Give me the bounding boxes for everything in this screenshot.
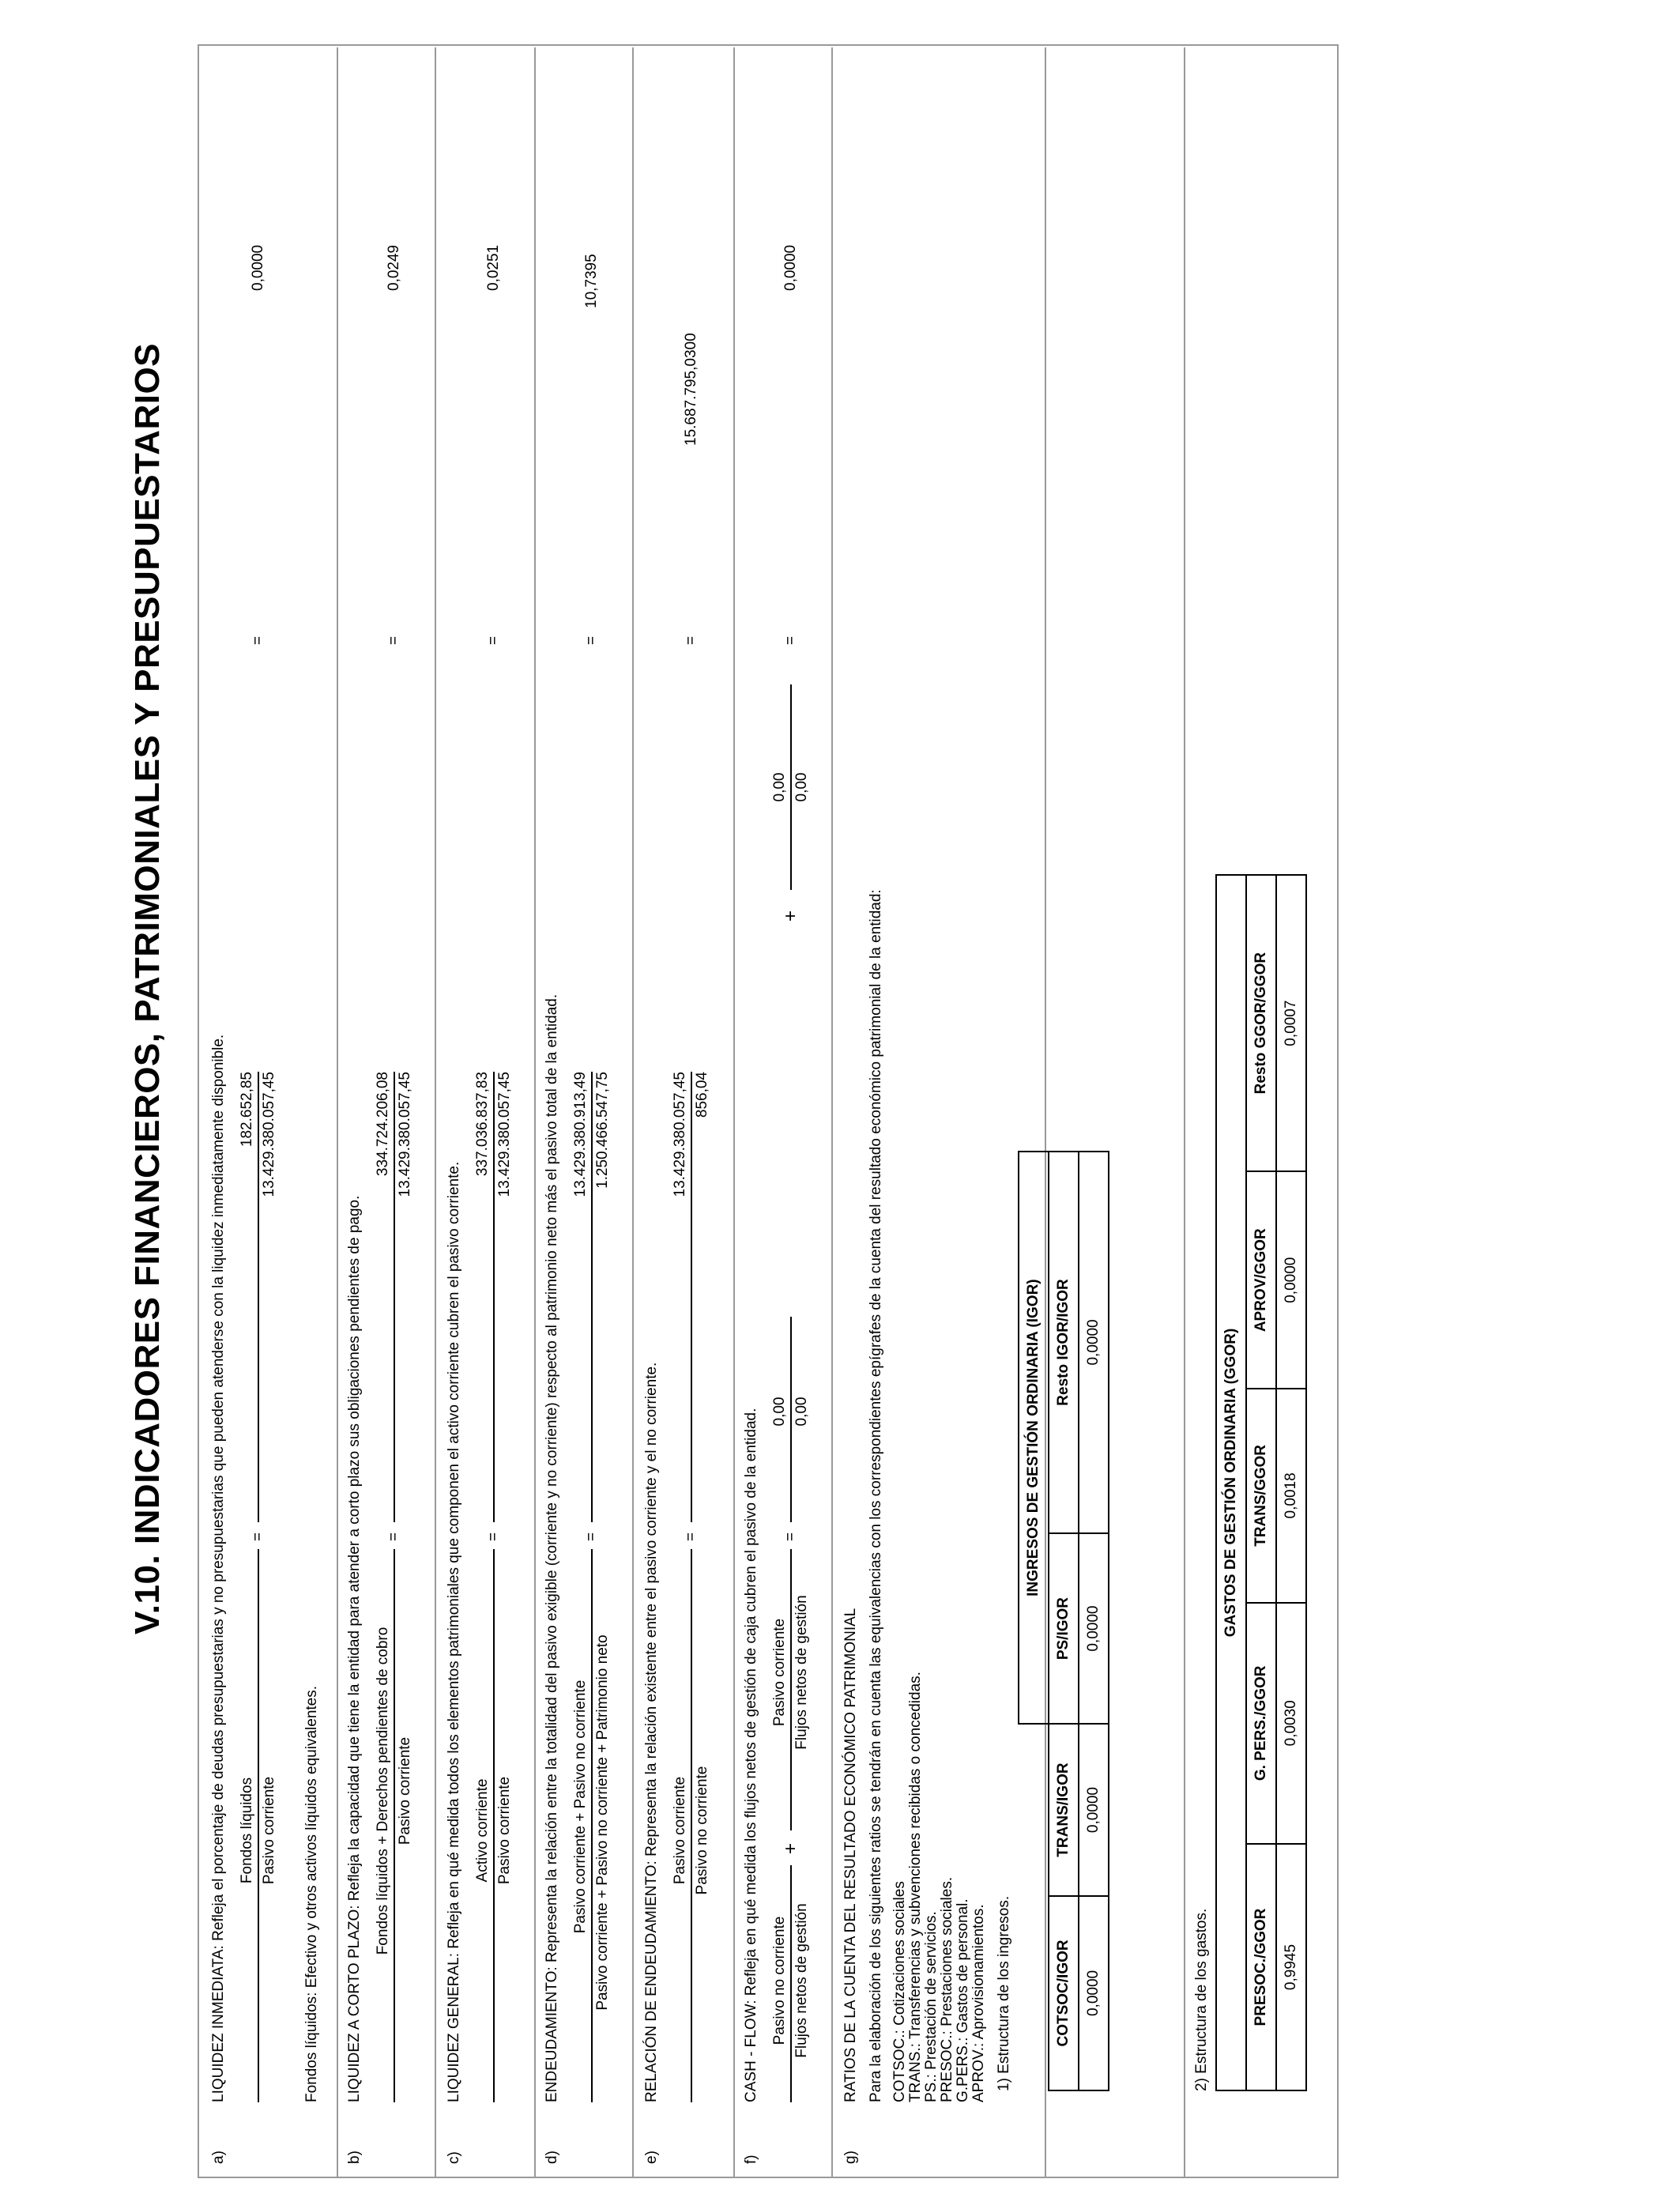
fraction-line xyxy=(394,1549,395,2102)
numerator-value: 337.036.837,83 xyxy=(474,1072,491,1177)
table-cell: 0,0018 xyxy=(1276,1389,1306,1602)
plus-sign: + xyxy=(780,1842,801,1854)
denominator-2-label: Flujos netos de gestión xyxy=(793,1595,810,1750)
legend-item: TRANS.: Transferencias y subvenciones recibidas o concedidas. xyxy=(907,1672,924,2102)
table-header: COTSOC/IGOR xyxy=(1049,1896,1079,2090)
fraction-1-line xyxy=(790,1865,792,2102)
separator-ab xyxy=(337,47,338,2177)
separator-fg xyxy=(831,47,833,2177)
denominator-value: 13.429.380.057,45 xyxy=(261,1072,277,1197)
section-description: LIQUIDEZ INMEDIATA: Refleja el porcentaje de deudas presupuestarias y no presupuestarias que pueden atenderse con la liquidez inmediatamente disponible. xyxy=(210,1034,227,2102)
numerator-label: Pasivo corriente + Pasivo no corriente xyxy=(572,1679,589,1934)
denominator-2-value: 0,00 xyxy=(793,772,810,802)
numerator-2-label: Pasivo corriente xyxy=(771,1618,788,1727)
table-cell: 0,0000 xyxy=(1276,1171,1306,1389)
numerator-label: Pasivo corriente xyxy=(672,1776,688,1885)
section-description: ENDEUDAMIENTO: Representa la relación entre la totalidad del pasivo exigible (corriente y no corriente) respecto al patrimonio neto más el pasivo total de la entidad. xyxy=(544,993,560,2102)
value-fraction-1-line xyxy=(790,1317,792,1522)
denominator-label: Pasivo corriente xyxy=(261,1776,277,1885)
table-cell: 0,0000 xyxy=(1079,1533,1109,1724)
table-header: TRANS/GGOR xyxy=(1246,1389,1276,1602)
section-intro: Para la elaboración de los siguientes ratios se tendrán en cuenta las equivalencias con los correspondientes epígrafes de la cuenta del resultado económico patrimonial de la entidad: xyxy=(868,889,884,2102)
separator-de xyxy=(632,47,634,2177)
result-value: 0,0000 xyxy=(250,244,266,291)
table-header: PS/IGOR xyxy=(1049,1533,1079,1724)
numerator-2-value: 0,00 xyxy=(771,772,788,802)
plus-sign-values: + xyxy=(780,910,801,922)
numerator-label: Activo corriente xyxy=(474,1778,491,1883)
section-letter: d) xyxy=(544,2151,560,2164)
equals-sign-result: = xyxy=(250,635,266,645)
table-header: PRESOC./GGOR xyxy=(1246,1844,1276,2090)
value-fraction-2-line xyxy=(790,684,792,890)
fraction-line xyxy=(591,1549,593,2102)
numerator-value: 13.429.380.913,49 xyxy=(572,1072,589,1197)
legend-item: PRESOC.: Prestaciones sociales. xyxy=(939,1876,955,2102)
result-value: 0,0249 xyxy=(386,244,402,291)
numerator-value: 334.724.206,08 xyxy=(375,1072,391,1177)
section-heading: RATIOS DE LA CUENTA DEL RESULTADO ECONÓMICO PATRIMONIAL xyxy=(842,1608,859,2102)
denominator-1-value: 0,00 xyxy=(793,1397,810,1427)
section-description: CASH - FLOW: Refleja en qué medida los flujos netos de gestión de caja cubren el pasivo de la entidad. xyxy=(743,1408,759,2102)
table-header: TRANS/IGOR xyxy=(1049,1724,1079,1896)
income-table xyxy=(1018,1151,1109,2091)
separator-cd xyxy=(534,47,536,2177)
separator-bc xyxy=(435,47,436,2177)
expense-caption: 2) Estructura de los gastos. xyxy=(1193,1908,1210,2091)
income-table-title: INGRESOS DE GESTIÓN ORDINARIA (IGOR) xyxy=(1019,1152,1049,1724)
denominator-value: 13.429.380.057,45 xyxy=(496,1072,513,1197)
section-letter: g) xyxy=(842,2151,859,2164)
equals-sign-result: = xyxy=(485,635,502,645)
income-caption: 1) Estructura de los ingresos. xyxy=(996,1895,1012,2091)
fraction-2-line xyxy=(790,1549,792,1830)
table-cell: 0,0000 xyxy=(1079,1724,1109,1896)
legend-item: COTSOC.: Cotizaciones sociales xyxy=(891,1881,908,2102)
denominator-value: 13.429.380.057,45 xyxy=(397,1072,413,1197)
equals-sign-result: = xyxy=(583,635,600,645)
result-value: 0,0000 xyxy=(782,244,799,291)
expense-table xyxy=(1215,874,1307,2091)
section-letter: b) xyxy=(346,2151,363,2164)
table-cell: 0,0007 xyxy=(1276,875,1306,1171)
legend-item: PS.: Prestación de servicios. xyxy=(923,1911,940,2102)
table-header: Resto IGOR/IGOR xyxy=(1049,1152,1079,1533)
denominator-value: 856,04 xyxy=(694,1072,710,1118)
section-letter: c) xyxy=(446,2151,462,2164)
equals-sign: = xyxy=(583,1532,600,1541)
page-frame xyxy=(198,44,1339,2178)
value-fraction-line xyxy=(591,1072,593,1522)
section-note: Fondos líquidos: Efectivo y otros activos líquidos equivalentes. xyxy=(303,1685,320,2102)
equals-sign-result: = xyxy=(386,635,402,645)
denominator-label: Pasivo corriente xyxy=(496,1776,513,1885)
section-letter: f) xyxy=(743,2154,759,2164)
value-fraction-line xyxy=(691,1072,692,1522)
section-description: LIQUIDEZ A CORTO PLAZO: Refleja la capacidad que tiene la entidad para atender a corto plazo sus obligaciones pendientes de pago. xyxy=(346,1195,363,2102)
section-letter: a) xyxy=(210,2151,227,2164)
section-letter: e) xyxy=(643,2151,660,2164)
denominator-label: Pasivo corriente + Pasivo no corriente + Patrimonio neto xyxy=(594,1634,611,2011)
numerator-label: Fondos líquidos + Derechos pendientes de cobro xyxy=(375,1627,391,1955)
equals-sign: = xyxy=(250,1532,266,1541)
legend-item: APROV.: Aprovisionamientos. xyxy=(970,1904,987,2102)
table-cell: 0,0000 xyxy=(1079,1896,1109,2090)
table-header: APROV/GGOR xyxy=(1246,1171,1276,1389)
denominator-value: 1.250.466.547,75 xyxy=(594,1072,611,1189)
equals-sign: = xyxy=(485,1532,502,1541)
numerator-value: 13.429.380.057,45 xyxy=(672,1072,688,1197)
section-description: RELACIÓN DE ENDEUDAMIENTO: Representa la relación existente entre el pasivo corriente y el no corriente. xyxy=(643,1362,660,2102)
page-title: V.10. INDICADORES FINANCIEROS, PATRIMONIALES Y PRESUPUESTARIOS xyxy=(128,342,167,1634)
result-value: 10,7395 xyxy=(583,254,600,308)
denominator-1-label: Flujos netos de gestión xyxy=(793,1903,810,2058)
fraction-line xyxy=(691,1549,692,2102)
equals-sign: = xyxy=(683,1532,699,1541)
fraction-line xyxy=(258,1549,259,2102)
expense-table-title: GASTOS DE GESTIÓN ORDINARIA (GGOR) xyxy=(1216,875,1246,2090)
numerator-value: 182.652,85 xyxy=(239,1072,255,1148)
equals-sign: = xyxy=(782,1532,799,1541)
separator-g2 xyxy=(1184,47,1185,2177)
section-description: LIQUIDEZ GENERAL: Refleja en qué medida todos los elementos patrimoniales que componen el activo corriente cubren el pasivo corriente. xyxy=(446,1161,462,2102)
legend-item: G.PERS.: Gastos de personal. xyxy=(955,1898,971,2102)
fraction-line xyxy=(493,1549,495,2102)
table-cell: 0,0030 xyxy=(1276,1603,1306,1844)
table-header: G. PERS./GGOR xyxy=(1246,1603,1276,1844)
result-value: 15.687.795,0300 xyxy=(683,333,699,446)
result-value: 0,0251 xyxy=(485,244,502,291)
numerator-1-value: 0,00 xyxy=(771,1397,788,1427)
separator-ef xyxy=(733,47,735,2177)
table-cell: 0,9945 xyxy=(1276,1844,1306,2090)
numerator-1-label: Pasivo no corriente xyxy=(771,1916,788,2045)
numerator-label: Fondos líquidos xyxy=(239,1777,255,1884)
value-fraction-line xyxy=(394,1072,395,1522)
table-header: Resto GGOR/GGOR xyxy=(1246,875,1276,1171)
value-fraction-line xyxy=(493,1072,495,1522)
denominator-label: Pasivo corriente xyxy=(397,1736,413,1845)
equals-sign-result: = xyxy=(683,635,699,645)
value-fraction-line xyxy=(258,1072,259,1522)
denominator-label: Pasivo no corriente xyxy=(694,1766,710,1895)
equals-sign: = xyxy=(386,1532,402,1541)
table-cell: 0,0000 xyxy=(1079,1152,1109,1533)
equals-sign-result: = xyxy=(782,635,799,645)
